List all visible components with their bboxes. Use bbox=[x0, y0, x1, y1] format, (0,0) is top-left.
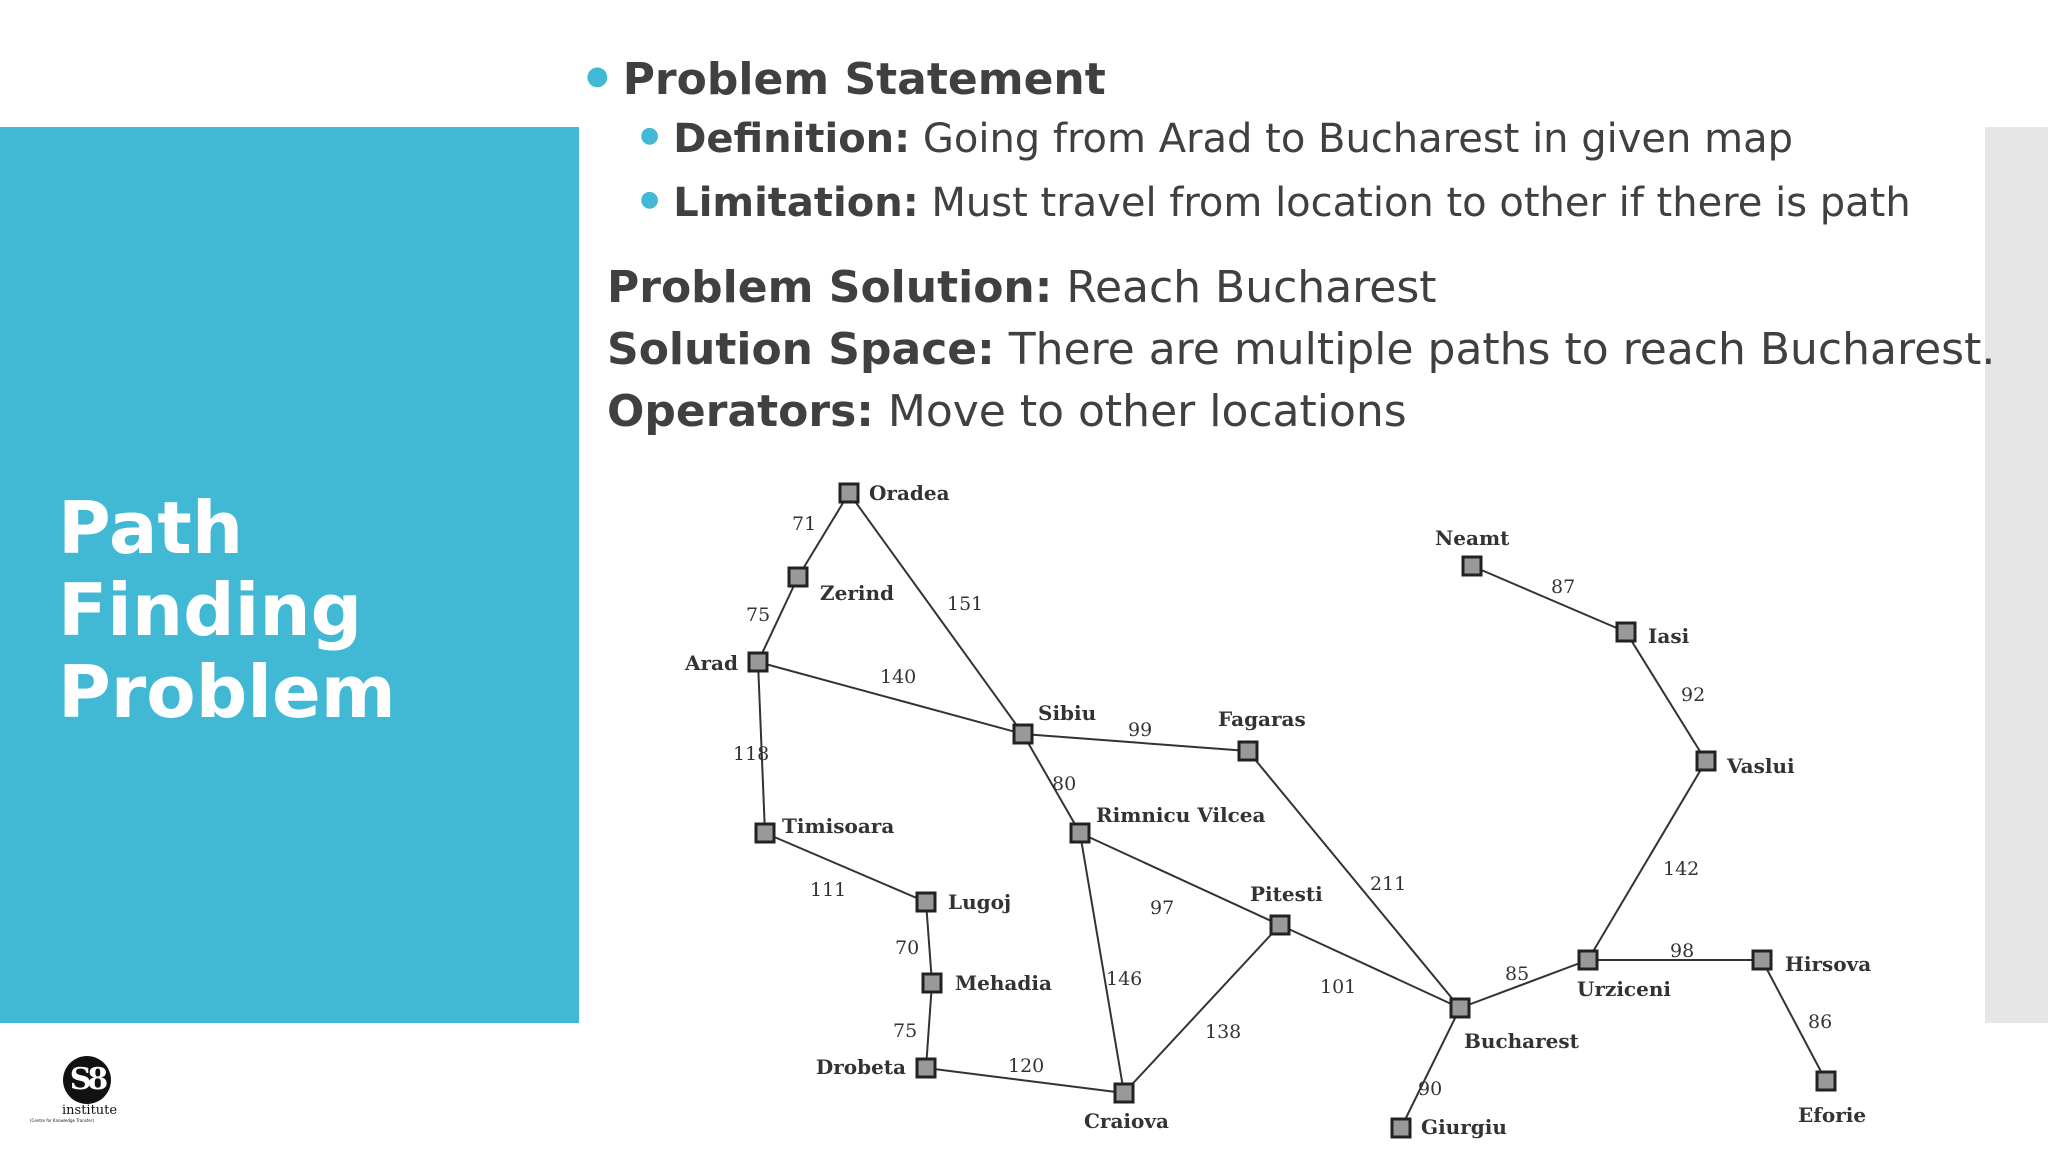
distance-label: 138 bbox=[1205, 1021, 1242, 1043]
city-node-giurgiu bbox=[1392, 1119, 1410, 1137]
city-label-drobeta: Drobeta bbox=[815, 1055, 906, 1079]
limitation-text: Must travel from location to other if there is path bbox=[918, 180, 1911, 226]
distance-label: 75 bbox=[746, 604, 771, 626]
road-iasi-neamt bbox=[1472, 566, 1626, 632]
space-label: Solution Space: bbox=[607, 324, 995, 375]
distance-label: 142 bbox=[1663, 858, 1700, 880]
distance-label: 85 bbox=[1505, 963, 1530, 985]
city-node-neamt bbox=[1463, 557, 1481, 575]
city-label-oradea: Oradea bbox=[869, 481, 950, 505]
distance-label: 86 bbox=[1808, 1011, 1833, 1033]
city-label-timisoara: Timisoara bbox=[782, 814, 895, 838]
road-bucharest-giurgiu bbox=[1401, 1008, 1460, 1128]
city-label-arad: Arad bbox=[685, 651, 738, 675]
distance-label: 98 bbox=[1670, 940, 1695, 962]
space-text: There are multiple paths to reach Bucharest. bbox=[994, 324, 1996, 375]
city-node-bucharest bbox=[1451, 999, 1469, 1017]
solution-label: Problem Solution: bbox=[607, 262, 1053, 313]
city-label-eforie: Eforie bbox=[1798, 1103, 1867, 1127]
bullet-dot-icon: ● bbox=[640, 187, 660, 212]
city-label-lugoj: Lugoj bbox=[948, 890, 1012, 914]
road-mehadia-drobeta bbox=[926, 983, 932, 1068]
city-node-hirsova bbox=[1753, 951, 1771, 969]
city-node-lugoj bbox=[917, 893, 935, 911]
city-node-craiova bbox=[1115, 1084, 1133, 1102]
city-label-sibiu: Sibiu bbox=[1038, 701, 1097, 725]
city-label-fagaras: Fagaras bbox=[1218, 707, 1306, 731]
city-node-eforie bbox=[1817, 1072, 1835, 1090]
city-label-pitesti: Pitesti bbox=[1250, 882, 1323, 906]
definition-text: Going from Arad to Bucharest in given map bbox=[910, 116, 1793, 162]
city-label-rimnicu-vilcea: Rimnicu Vilcea bbox=[1096, 803, 1266, 827]
city-node-fagaras bbox=[1239, 742, 1257, 760]
distance-label: 97 bbox=[1150, 897, 1175, 919]
solution-text: Reach Bucharest bbox=[1052, 262, 1437, 313]
distance-label: 90 bbox=[1418, 1078, 1443, 1100]
road-fagaras-bucharest bbox=[1248, 751, 1460, 1008]
operators-label: Operators: bbox=[607, 386, 874, 437]
bullet-dot-icon: ● bbox=[640, 123, 660, 148]
city-node-iasi bbox=[1617, 623, 1635, 641]
city-label-neamt: Neamt bbox=[1435, 526, 1510, 550]
city-label-craiova: Craiova bbox=[1084, 1109, 1169, 1133]
distance-label: 75 bbox=[893, 1020, 918, 1042]
city-node-arad bbox=[749, 653, 767, 671]
city-node-urziceni bbox=[1579, 951, 1597, 969]
city-label-iasi: Iasi bbox=[1648, 624, 1690, 648]
city-label-mehadia: Mehadia bbox=[955, 971, 1052, 995]
logo-mark: S8 bbox=[63, 1056, 111, 1104]
distance-label: 211 bbox=[1370, 873, 1407, 895]
road-oradea-sibiu bbox=[849, 493, 1023, 734]
problem-statement-heading: ● Problem Statement bbox=[586, 54, 1106, 105]
distance-label: 80 bbox=[1052, 773, 1077, 795]
city-node-mehadia bbox=[923, 974, 941, 992]
city-node-timisoara bbox=[756, 824, 774, 842]
logo-subtext: (Centre for Knowledge Transfer) bbox=[30, 1118, 94, 1123]
city-label-hirsova: Hirsova bbox=[1785, 952, 1872, 976]
city-node-oradea bbox=[840, 484, 858, 502]
logo-text: institute bbox=[62, 1103, 118, 1118]
city-label-vaslui: Vaslui bbox=[1727, 754, 1795, 778]
road-oradea-zerind bbox=[798, 493, 849, 577]
city-label-giurgiu: Giurgiu bbox=[1421, 1115, 1507, 1139]
distance-label: 92 bbox=[1681, 684, 1706, 706]
definition-label: Definition: bbox=[673, 116, 911, 162]
city-node-sibiu bbox=[1014, 725, 1032, 743]
distance-label: 71 bbox=[792, 513, 817, 535]
distance-label: 87 bbox=[1551, 576, 1576, 598]
road-lugoj-mehadia bbox=[926, 902, 932, 983]
city-label-zerind: Zerind bbox=[820, 581, 894, 605]
city-label-bucharest: Bucharest bbox=[1464, 1029, 1579, 1053]
distance-label: 118 bbox=[733, 743, 770, 765]
city-label-urziceni: Urziceni bbox=[1577, 977, 1671, 1001]
distance-label: 70 bbox=[895, 937, 920, 959]
limitation-label: Limitation: bbox=[673, 180, 919, 226]
road-rimnicu-vilcea-pitesti bbox=[1080, 833, 1280, 925]
distance-label: 140 bbox=[880, 666, 917, 688]
road-craiova-pitesti bbox=[1124, 925, 1280, 1093]
road-pitesti-bucharest bbox=[1280, 925, 1460, 1008]
city-node-rimnicu-vilcea bbox=[1071, 824, 1089, 842]
city-node-pitesti bbox=[1271, 916, 1289, 934]
operators-text: Move to other locations bbox=[873, 386, 1407, 437]
distance-label: 101 bbox=[1320, 976, 1357, 998]
distance-label: 99 bbox=[1128, 719, 1153, 741]
distance-label: 111 bbox=[810, 879, 847, 901]
bullet-dot-icon: ● bbox=[586, 61, 609, 91]
city-node-drobeta bbox=[917, 1059, 935, 1077]
slide-title: Path Finding Problem bbox=[58, 486, 396, 734]
distance-label: 151 bbox=[947, 593, 984, 615]
city-node-zerind bbox=[789, 568, 807, 586]
distance-label: 120 bbox=[1008, 1055, 1045, 1077]
road-rimnicu-vilcea-craiova bbox=[1080, 833, 1124, 1093]
distance-label: 146 bbox=[1106, 968, 1143, 990]
city-node-vaslui bbox=[1697, 752, 1715, 770]
